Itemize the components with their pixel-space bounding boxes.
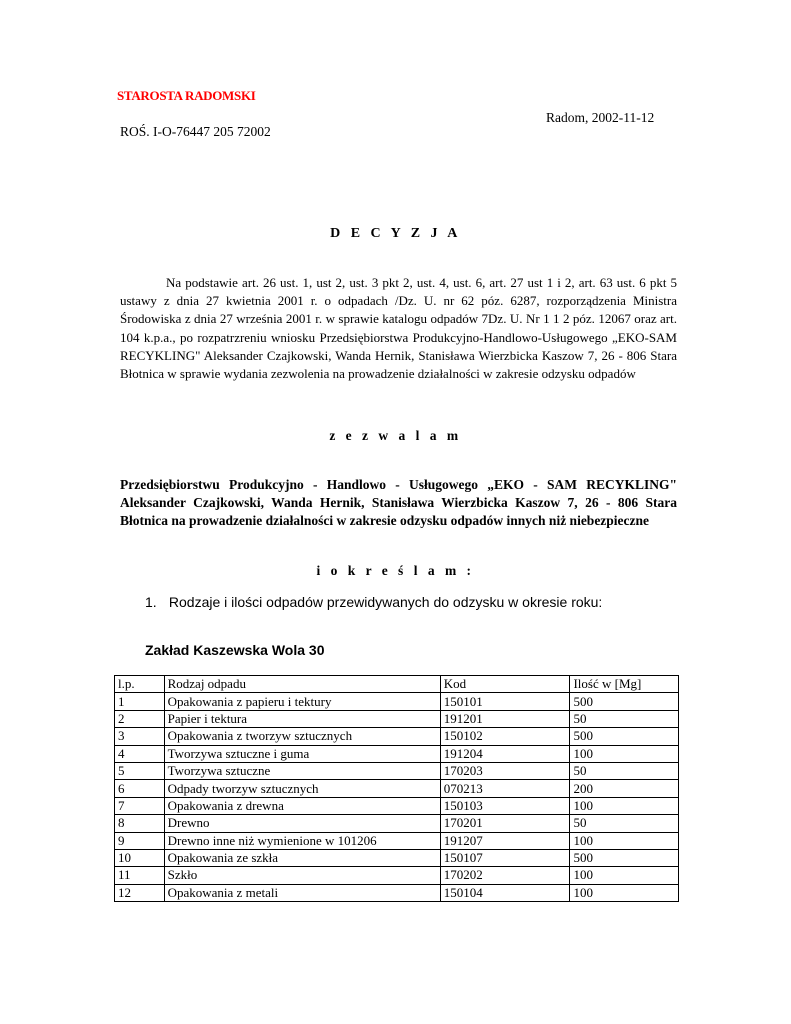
cell-quantity: 500 <box>570 728 679 745</box>
cell-code: 191204 <box>440 745 570 762</box>
cell-quantity: 100 <box>570 867 679 884</box>
column-header-code: Kod <box>440 676 570 693</box>
table-row <box>115 745 679 762</box>
table-header-row <box>115 676 679 693</box>
reference-number: ROŚ. I-O-76447 205 72002 <box>120 124 271 139</box>
permit-heading: z e z w a l a m <box>329 428 462 443</box>
cell-waste-type: Tworzywa sztuczne i guma <box>164 745 440 762</box>
cell-waste-type: Opakowania z tworzyw sztucznych <box>164 728 440 745</box>
cell-waste-type: Drewno inne niż wymienione w 101206 <box>164 832 440 849</box>
cell-quantity: 100 <box>570 745 679 762</box>
table-row <box>115 815 679 832</box>
cell-quantity: 200 <box>570 780 679 797</box>
cell-waste-type: Opakowania z drewna <box>164 797 440 814</box>
cell-lp: 6 <box>115 780 165 797</box>
table-body <box>115 693 679 902</box>
table-row <box>115 728 679 745</box>
cell-lp: 11 <box>115 867 165 884</box>
table-row <box>115 780 679 797</box>
cell-code: 150104 <box>440 884 570 901</box>
issuing-authority: STAROSTA RADOMSKI <box>117 88 256 103</box>
cell-quantity: 500 <box>570 849 679 866</box>
cell-waste-type: Odpady tworzyw sztucznych <box>164 780 440 797</box>
cell-quantity: 50 <box>570 762 679 779</box>
document-title: D E C Y Z J A <box>330 226 461 241</box>
cell-code: 170203 <box>440 762 570 779</box>
cell-lp: 8 <box>115 815 165 832</box>
cell-lp: 9 <box>115 832 165 849</box>
cell-quantity: 50 <box>570 815 679 832</box>
point-1-text: Rodzaje i ilości odpadów przewidywanych do odzysku w okresie roku: <box>168 594 603 610</box>
determination-heading: i o k r e ś l a m : <box>316 563 475 578</box>
facility-heading: Zakład Kaszewska Wola 30 <box>145 642 325 658</box>
place-and-date: Radom, 2002-11-12 <box>546 110 655 125</box>
waste-table <box>114 675 679 902</box>
cell-code: 170201 <box>440 815 570 832</box>
column-header-quantity: Ilość w [Mg] <box>570 676 679 693</box>
cell-code: 191207 <box>440 832 570 849</box>
cell-quantity: 100 <box>570 832 679 849</box>
cell-waste-type: Papier i tektura <box>164 710 440 727</box>
legal-basis-paragraph: Na podstawie art. 26 ust. 1, ust 2, ust. 3 pkt 2, ust. 4, ust. 6, art. 27 ust 1 i 2, art. 63 ust. 6 pkt 5 ustawy z dnia 27 kwietnia 2001 r. o odpadach /Dz. U. nr 62 póz. 6287, rozporządzenia Ministra Środowiska z dnia 27 września 2001 r. w sprawie katalogu odpadów 7Dz. U. Nr 1 1 2 póz. 12067 oraz art. 104 k.p.a., po rozpatrzreniu wniosku Przedsiębiorstwa Produkcyjno-Handlowo-Usługowego „EKO-SAM RECYKLING" Aleksander Czajkowski, Wanda Hernik, Stanisława Wierzbicka Kaszow 7, 26 - 806 Stara Błotnica w sprawie wydania zezwolenia na prowadzenie działalności w zakresie odzysku odpadów <box>120 275 677 382</box>
cell-waste-type: Drewno <box>164 815 440 832</box>
cell-waste-type: Opakowania z metali <box>164 884 440 901</box>
cell-code: 150103 <box>440 797 570 814</box>
cell-lp: 4 <box>115 745 165 762</box>
cell-quantity: 50 <box>570 710 679 727</box>
table-row <box>115 762 679 779</box>
table-row <box>115 797 679 814</box>
cell-lp: 12 <box>115 884 165 901</box>
column-header-waste-type: Rodzaj odpadu <box>164 676 440 693</box>
cell-code: 150107 <box>440 849 570 866</box>
cell-lp: 10 <box>115 849 165 866</box>
cell-quantity: 100 <box>570 884 679 901</box>
table-row <box>115 849 679 866</box>
cell-code: 191201 <box>440 710 570 727</box>
point-1-number: 1. <box>145 594 157 610</box>
cell-waste-type: Opakowania ze szkła <box>164 849 440 866</box>
cell-code: 170202 <box>440 867 570 884</box>
cell-code: 070213 <box>440 780 570 797</box>
point-1 <box>145 594 602 610</box>
cell-waste-type: Opakowania z papieru i tektury <box>164 693 440 710</box>
table-row <box>115 710 679 727</box>
table-row <box>115 832 679 849</box>
table-row <box>115 867 679 884</box>
cell-lp: 5 <box>115 762 165 779</box>
cell-waste-type: Szkło <box>164 867 440 884</box>
cell-quantity: 500 <box>570 693 679 710</box>
cell-lp: 2 <box>115 710 165 727</box>
cell-lp: 7 <box>115 797 165 814</box>
cell-code: 150101 <box>440 693 570 710</box>
cell-waste-type: Tworzywa sztuczne <box>164 762 440 779</box>
cell-lp: 3 <box>115 728 165 745</box>
cell-quantity: 100 <box>570 797 679 814</box>
column-header-lp: l.p. <box>115 676 165 693</box>
cell-code: 150102 <box>440 728 570 745</box>
table-row <box>115 884 679 901</box>
decision-paragraph: Przedsiębiorstwu Produkcyjno - Handlowo - Usługowego „EKO - SAM RECYKLING" Aleksander Czajkowski, Wanda Hernik, Stanisława Wierzbicka Kaszow 7, 26 - 806 Stara Błotnica na prowadzenie działalności w zakresie odzysku odpadów innych niż niebezpieczne <box>120 477 677 528</box>
table-row <box>115 693 679 710</box>
cell-lp: 1 <box>115 693 165 710</box>
